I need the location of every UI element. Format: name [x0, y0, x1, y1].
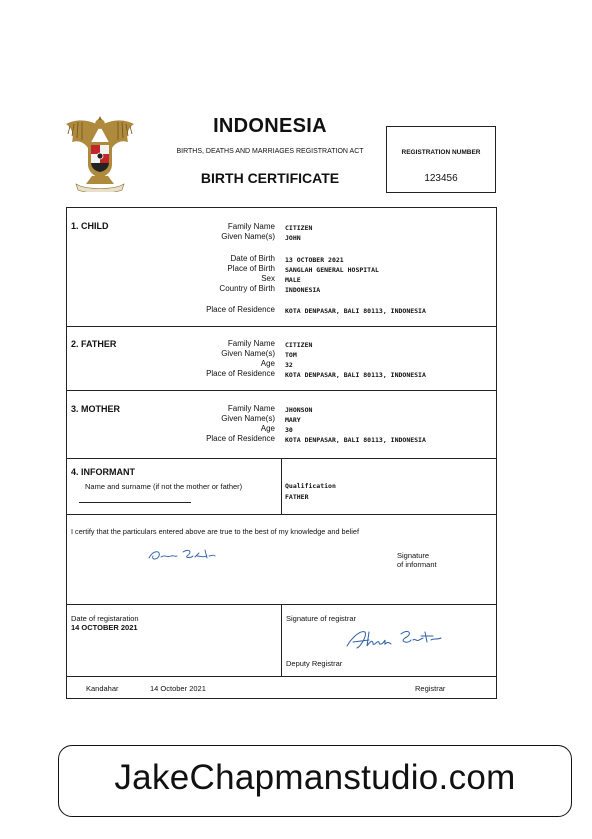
registration-number-value: 123456: [424, 173, 458, 184]
mother-family-name-value: JHONSON: [285, 406, 313, 414]
section-father-title: 2. FATHER: [71, 339, 117, 349]
father-given-names-label: Given Name(s): [221, 349, 275, 358]
footer-date: 14 October 2021: [150, 684, 206, 693]
mother-residence-label: Place of Residence: [206, 434, 275, 443]
registration-date-value: 14 OCTOBER 2021: [71, 623, 138, 632]
mother-family-name-label: Family Name: [227, 404, 275, 413]
father-residence-label: Place of Residence: [206, 369, 275, 378]
child-family-name-label: Family Name: [227, 222, 275, 231]
mother-age-label: Age: [260, 424, 275, 433]
divider: [67, 676, 496, 677]
country-title: INDONESIA: [213, 115, 327, 137]
informant-name-line: [79, 502, 191, 503]
footer-place: Kandahar: [86, 684, 119, 693]
watermark-box: [58, 745, 572, 817]
child-cob-label: Country of Birth: [219, 284, 275, 293]
certificate-form: [66, 207, 497, 699]
father-residence-value: KOTA DENPASAR, BALI 80113, INDONESIA: [285, 371, 426, 379]
informant-signature-label-1: Signature: [397, 551, 430, 560]
mother-age-value: 30: [285, 426, 293, 434]
section-child-title: 1. CHILD: [71, 221, 109, 231]
registration-number-label: REGISTRATION NUMBER: [401, 149, 481, 156]
section-mother-title: 3. MOTHER: [71, 404, 121, 414]
registrar-signature-icon: [343, 626, 443, 652]
qualification-label: Qualification: [285, 482, 336, 490]
child-family-name-value: CITIZEN: [285, 224, 313, 232]
child-given-names-label: Given Name(s): [221, 232, 275, 241]
divider: [281, 604, 282, 676]
registrar-signature-label: Signature of registrar: [286, 614, 357, 623]
registration-date-label: Date of registaration: [71, 614, 139, 623]
father-family-name-value: CITIZEN: [285, 341, 313, 349]
child-pob-value: SANGLAH GENERAL HOSPITAL: [285, 266, 379, 274]
footer-registrar: Registrar: [415, 684, 446, 693]
child-pob-label: Place of Birth: [227, 264, 275, 273]
divider: [67, 326, 496, 327]
child-residence-value: KOTA DENPASAR, BALI 80113, INDONESIA: [285, 307, 426, 315]
deputy-registrar-label: Deputy Registrar: [286, 659, 343, 668]
certification-statement: I certify that the particulars entered above are true to the best of my knowledge and belief: [71, 527, 359, 536]
garuda-emblem-icon: [62, 112, 138, 192]
child-residence-label: Place of Residence: [206, 305, 275, 314]
mother-residence-value: KOTA DENPASAR, BALI 80113, INDONESIA: [285, 436, 426, 444]
child-dob-label: Date of Birth: [230, 254, 275, 263]
watermark-text: JakeChapmanstudio.com: [114, 758, 516, 797]
father-age-value: 32: [285, 361, 293, 369]
divider: [67, 514, 496, 515]
informant-signature-icon: [145, 544, 217, 566]
child-dob-value: 13 OCTOBER 2021: [285, 256, 344, 264]
informant-name-label: Name and surname (if not the mother or father): [85, 482, 243, 491]
child-cob-value: INDONESIA: [285, 286, 321, 294]
certificate-title: BIRTH CERTIFICATE: [200, 170, 340, 186]
registration-number-box: [386, 126, 496, 193]
child-sex-label: Sex: [261, 274, 275, 283]
father-age-label: Age: [260, 359, 275, 368]
child-given-names-value: JOHN: [285, 234, 301, 242]
mother-given-names-label: Given Name(s): [221, 414, 275, 423]
divider: [281, 458, 282, 514]
father-family-name-label: Family Name: [227, 339, 275, 348]
child-sex-value: MALE: [285, 276, 301, 284]
section-informant-title: 4. INFORMANT: [71, 467, 135, 477]
father-given-names-value: TOM: [285, 351, 297, 359]
registration-act: BIRTHS, DEATHS AND MARRIAGES REGISTRATION ACT: [176, 148, 364, 155]
qualification-value: FATHER: [285, 493, 309, 501]
mother-given-names-value: MARY: [285, 416, 301, 424]
divider: [67, 390, 496, 391]
informant-signature-label-2: of informant: [397, 560, 437, 569]
